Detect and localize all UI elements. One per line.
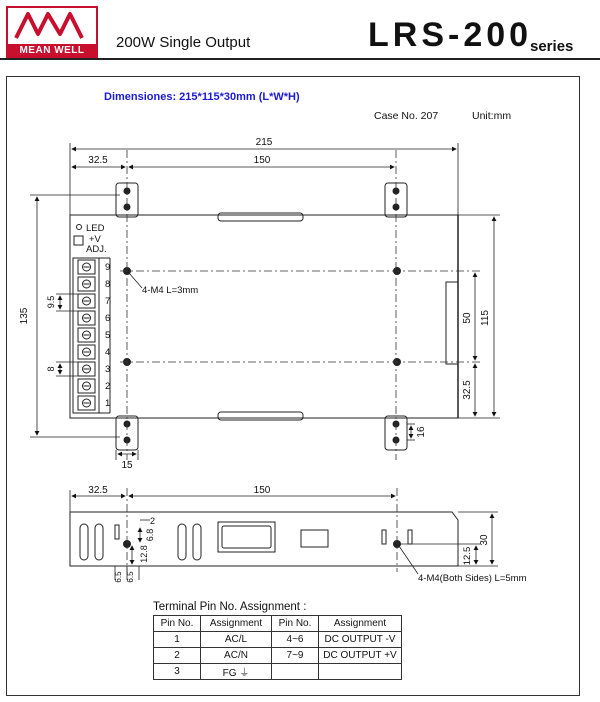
adj-label: ADJ. xyxy=(86,244,107,255)
table-header: Pin No. xyxy=(154,616,201,632)
dim-8: 8 xyxy=(46,366,56,372)
top-view xyxy=(70,183,458,450)
terminal-number: 2 xyxy=(105,381,111,392)
dim-215: 215 xyxy=(255,137,273,148)
table-cell: DC OUTPUT +V xyxy=(319,648,402,664)
terminal-number: 8 xyxy=(105,279,111,290)
table-header: Assignment xyxy=(201,616,272,632)
table-cell: FG ⏚ xyxy=(201,664,272,680)
product-subtitle: 200W Single Output xyxy=(116,34,251,51)
table-header: Pin No. xyxy=(272,616,319,632)
terminal-number: 5 xyxy=(105,330,111,341)
terminal-number: 4 xyxy=(105,347,111,358)
v-label: +V xyxy=(89,234,101,245)
dim-9-5: 9.5 xyxy=(46,295,56,309)
side-dim-2: 2 xyxy=(150,516,156,526)
top-view-side-slot xyxy=(446,282,458,364)
terminal-pin-table xyxy=(153,615,402,680)
dim-135: 135 xyxy=(19,307,30,325)
table-cell: 3 xyxy=(154,664,201,680)
side-view-case-outline xyxy=(70,512,458,566)
terminal-number: 3 xyxy=(105,364,111,375)
dim-15: 15 xyxy=(121,460,133,471)
top-tab xyxy=(218,213,303,221)
terminal-number: 1 xyxy=(105,398,111,409)
dim-50: 50 xyxy=(462,312,473,324)
model-title: LRS-200 xyxy=(368,16,533,54)
side-dim-12-5: 12.5 xyxy=(462,546,473,566)
dim-150: 150 xyxy=(253,155,271,166)
side-view-center-lines xyxy=(127,488,397,572)
table-row xyxy=(154,648,402,664)
side-dim-6-5b: 6.5 xyxy=(126,571,135,583)
case-number: Case No. 207 xyxy=(374,110,439,122)
unit-label: Unit:mm xyxy=(472,110,512,122)
table-row xyxy=(154,632,402,648)
table-cell: AC/N xyxy=(201,648,272,664)
top-view-center-lines xyxy=(120,150,480,460)
side-view xyxy=(70,512,458,566)
side-dim-12-8: 12.8 xyxy=(139,545,149,563)
table-cell xyxy=(272,664,319,680)
top-view-case-outline xyxy=(70,215,458,418)
table-cell: AC/L xyxy=(201,632,272,648)
dim-115: 115 xyxy=(480,310,491,326)
dim-16: 16 xyxy=(416,426,427,438)
table-cell: 4~6 xyxy=(272,632,319,648)
bottom-tab xyxy=(218,412,303,420)
dimensions-label: Dimensiones: 215*115*30mm (L*W*H) xyxy=(104,91,300,103)
dim-32-5: 32.5 xyxy=(88,155,108,166)
terminal-number: 9 xyxy=(105,262,111,273)
terminal-number: 6 xyxy=(105,313,111,324)
table-cell: 7~9 xyxy=(272,648,319,664)
table-cell xyxy=(319,664,402,680)
dim-32-5-right: 32.5 xyxy=(462,380,473,400)
brand-name: MEAN WELL xyxy=(8,44,96,58)
mount-note-top: 4-M4 L=3mm xyxy=(142,285,199,296)
side-dim-6-8: 6.8 xyxy=(145,528,155,542)
mount-note-side: 4-M4(Both Sides) L=5mm xyxy=(418,573,527,584)
table-row xyxy=(154,664,402,680)
table-cell: DC OUTPUT -V xyxy=(319,632,402,648)
side-dim-30: 30 xyxy=(479,534,490,546)
terminal-number: 7 xyxy=(105,296,111,307)
led-label: LED xyxy=(86,223,105,234)
table-cell: 2 xyxy=(154,648,201,664)
side-dim-32-5: 32.5 xyxy=(88,485,108,496)
table-cell: 1 xyxy=(154,632,201,648)
side-dim-6-5a: 6.5 xyxy=(114,571,123,583)
series-label: series xyxy=(530,38,574,55)
terminal-screws xyxy=(78,260,95,410)
side-dim-150: 150 xyxy=(253,485,271,496)
terminal-table-title: Terminal Pin No. Assignment : xyxy=(153,601,307,613)
terminal-number-labels xyxy=(105,262,110,409)
table-header: Assignment xyxy=(319,616,402,632)
table-header-row xyxy=(154,616,402,632)
